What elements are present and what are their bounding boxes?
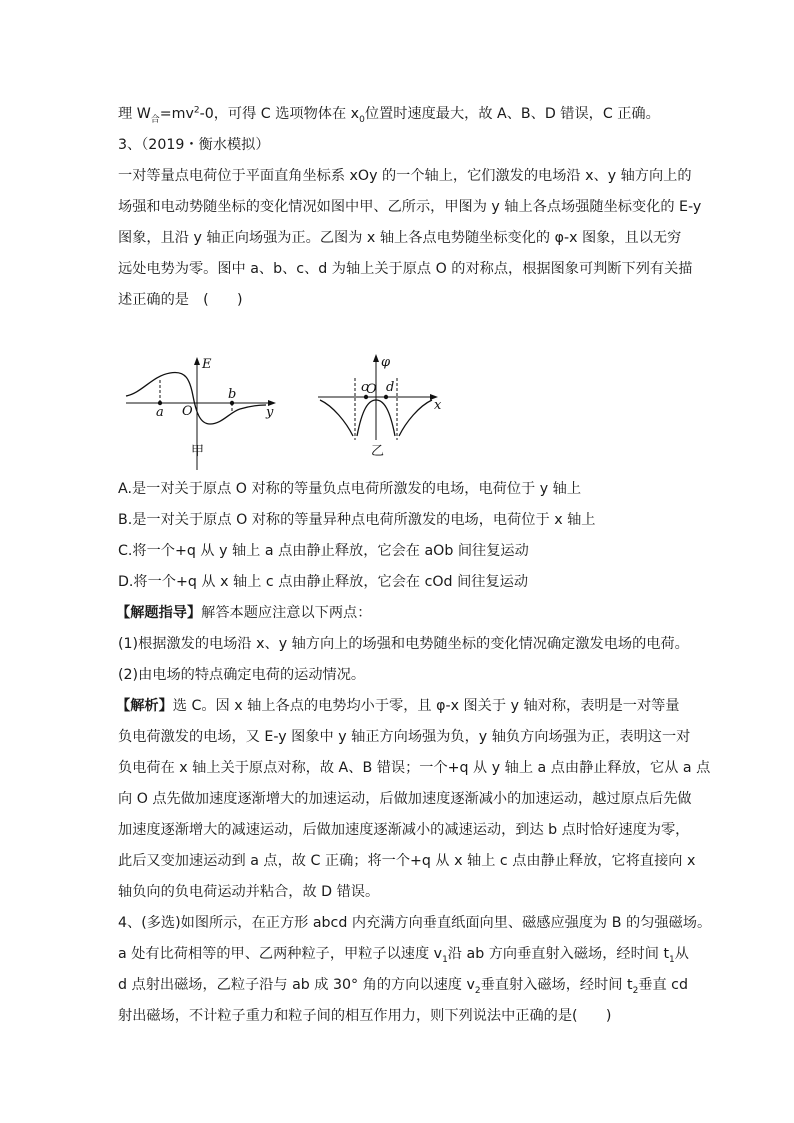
question-3-stem-line: 一对等量点电荷位于平面直角坐标系 xOy 的一个轴上，它们激发的电场沿 x、y 轴方向上的	[118, 168, 692, 184]
option-a: A.是一对关于原点 O 对称的等量负点电荷所激发的电场，电荷位于 y 轴上	[118, 481, 582, 497]
question-3-figures	[0, 0, 794, 480]
subscript: 2	[632, 985, 639, 996]
arrow-head-icon	[194, 357, 200, 365]
question-4-line	[118, 944, 689, 964]
point-a-label: a	[156, 405, 164, 420]
question-4-line: 射出磁场，不计粒子重力和粒子间的相互作用力，则下列说法中正确的是( )	[118, 1008, 612, 1024]
analysis-line: 负电荷激发的电场，又 E-y 图象中 y 轴正方向场强为负，y 轴负方向场强为正，表明这一对	[118, 729, 691, 745]
question-4-line: 4、(多选)如图所示，在正方形 abcd 内充满方向垂直纸面向里、磁感应强度为 B 的匀强磁场。	[118, 915, 712, 931]
analysis-line: 负电荷在 x 轴上关于原点对称，故 A、B 错误；一个+q 从 y 轴上 a 点由静止释放，它从 a 点	[118, 760, 711, 776]
subscript: 合	[150, 114, 160, 125]
option-c: C.将一个+q 从 y 轴上 a 点由静止释放，它会在 aOb 间往复运动	[118, 543, 529, 559]
phi-curve-left	[320, 400, 353, 436]
origin-label: O	[366, 382, 377, 397]
point-c-label: c	[361, 380, 369, 395]
axis-label-x: x	[434, 398, 442, 413]
guide-item: (2)由电场的特点确定电荷的运动情况。	[118, 667, 366, 683]
question-3-stem-line: 图象，且沿 y 轴正向场强为正。乙图为 x 轴上各点电势随坐标变化的 φ-x 图象，且以无穷	[118, 230, 682, 246]
superscript: 2	[193, 105, 200, 116]
axis-label-y: y	[266, 405, 274, 420]
question-4-line	[118, 975, 688, 995]
subscript: 0	[359, 114, 365, 125]
question-3-stem-line: 述正确的是 ( )	[118, 292, 243, 308]
point-b-label: b	[228, 387, 237, 402]
phi-curve-right	[399, 400, 432, 436]
analysis-line: 向 O 点先做加速度逐渐增大的加速运动，后做加速度逐渐减小的加速运动，越过原点后先做	[118, 791, 692, 807]
arrow-head-icon	[373, 354, 379, 362]
text-run: 垂直 cd	[638, 977, 688, 993]
text-run: a 处有比荷相等的甲、乙两种粒子，甲粒子以速度 v	[118, 946, 443, 962]
analysis-title: 【解析】	[116, 698, 173, 714]
text-run: =mv	[159, 106, 194, 122]
analysis-line: 此后又变加速运动到 a 点，故 C 正确；将一个+q 从 x 轴上 c 点由静止释放，它将直接向 x	[118, 853, 696, 869]
point-d-label: d	[386, 380, 395, 395]
analysis-line: 轴负向的负电荷运动并粘合，故 D 错误。	[118, 884, 380, 900]
text-run: 理 W	[118, 106, 151, 122]
text-run: 从	[674, 946, 689, 962]
question-3-stem-line: 远处电势为零。图中 a、b、c、d 为轴上关于原点 O 的对称点，根据图象可判断下列有关描	[118, 261, 693, 277]
axis-label-phi: φ	[381, 355, 391, 370]
text-run: 沿 ab 方向垂直射入磁场，经时间 t	[447, 946, 670, 962]
text-run: 垂直射入磁场，经时间 t	[480, 977, 633, 993]
point-d-dot	[384, 395, 388, 399]
origin-label: O	[182, 404, 193, 419]
guide-heading	[116, 603, 371, 623]
subscript: 1	[669, 954, 675, 965]
e-curve	[126, 372, 266, 424]
guide-title: 【解题指导】	[116, 605, 202, 621]
figure-yi	[318, 354, 442, 459]
text-run: d 点射出磁场，乙粒子沿与 ab 成 30° 角的方向以速度 v	[118, 977, 475, 993]
analysis-text: 选 C。因 x 轴上各点的电势均小于零，且 φ-x 图关于 y 轴对称，表明是一对等量	[172, 698, 680, 714]
subscript: 1	[442, 954, 448, 965]
guide-text: 解答本题应注意以下两点：	[201, 605, 372, 621]
question-3-stem-line: 场强和电动势随坐标的变化情况如图中甲、乙所示，甲图为 y 轴上各点场强随坐标变化的 E-y	[118, 199, 702, 215]
option-d: D.将一个+q 从 x 轴上 c 点由静止释放，它会在 cOd 间往复运动	[118, 574, 529, 590]
analysis-heading	[116, 696, 680, 716]
analysis-line: 加速度逐渐增大的减速运动，后做加速度逐渐减小的减速运动，到达 b 点时恰好速度为零，	[118, 822, 690, 838]
figure-caption-yi: 乙	[371, 444, 385, 459]
text-run: -0，可得 C 选项物体在 x	[199, 106, 360, 122]
figure-caption-jia: 甲	[191, 444, 205, 459]
text-run: 位置时速度最大，故 A、B、D 错误，C 正确。	[364, 106, 660, 122]
axis-label-e: E	[202, 357, 212, 372]
figure-jia	[126, 357, 276, 470]
option-b: B.是一对关于原点 O 对称的等量异种点电荷所激发的电场，电荷位于 x 轴上	[118, 512, 596, 528]
guide-item: (1)根据激发的电场沿 x、y 轴方向上的场强和电势随坐标的变化情况确定激发电场的电荷。	[118, 636, 689, 652]
subscript: 2	[474, 985, 481, 996]
question-3-header: 3、（2019・衡水模拟）	[118, 137, 270, 153]
